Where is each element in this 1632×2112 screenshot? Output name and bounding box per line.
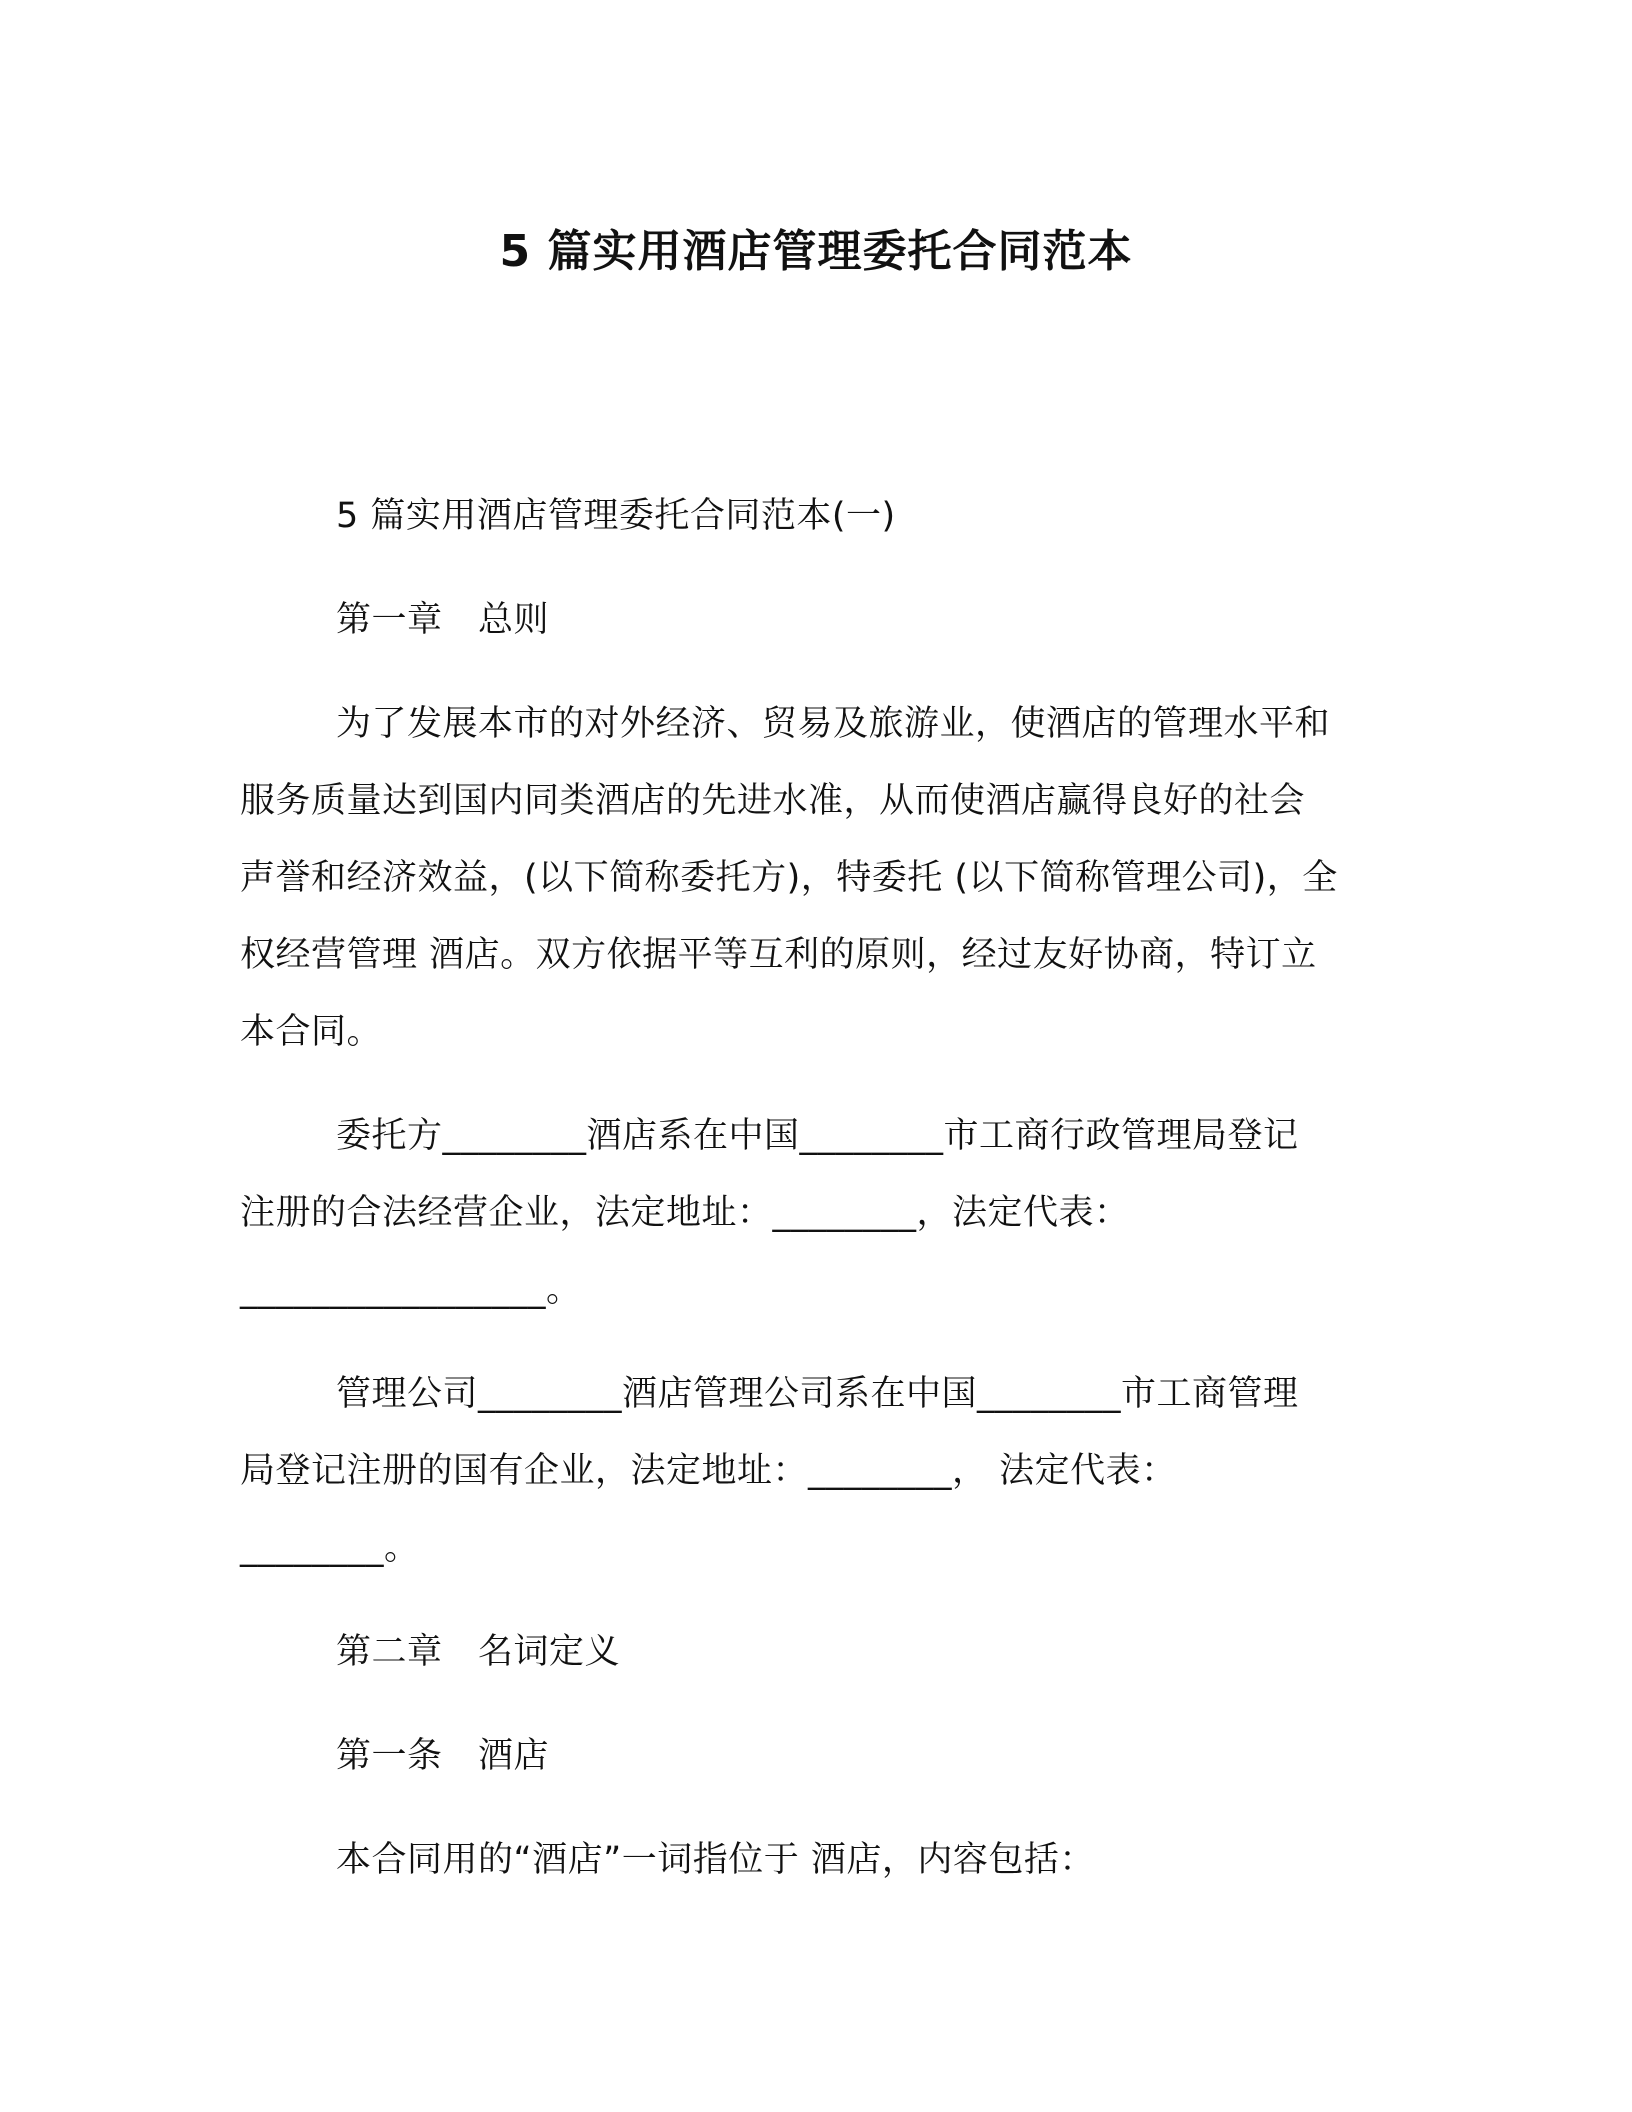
- document-subtitle: 5 篇实用酒店管理委托合同范本(一): [336, 496, 896, 536]
- paragraph-1-line: 权经营管理 酒店。双方依据平等互利的原则，经过友好协商，特订立: [240, 935, 1317, 975]
- article-heading-1: 第一条 酒店: [336, 1736, 550, 1776]
- paragraph-1-line: 声誉和经济效益，(以下简称委托方)，特委托 (以下简称管理公司)，全: [240, 858, 1338, 898]
- document-title: 5 篇实用酒店管理委托合同范本: [499, 226, 1133, 277]
- paragraph-2-line: 注册的合法经营企业，法定地址：________，法定代表：: [240, 1193, 1130, 1233]
- paragraph-2-line: 委托方________酒店系在中国________市工商行政管理局登记: [336, 1116, 1299, 1156]
- paragraph-1-line: 为了发展本市的对外经济、贸易及旅游业，使酒店的管理水平和: [336, 704, 1331, 744]
- paragraph-3-line: 管理公司________酒店管理公司系在中国________市工商管理: [336, 1374, 1299, 1414]
- paragraph-1-line: 服务质量达到国内同类酒店的先进水准，从而使酒店赢得良好的社会: [240, 781, 1306, 821]
- paragraph-4: 本合同用的“酒店”一词指位于 酒店，内容包括：: [336, 1840, 1095, 1880]
- chapter-heading-2: 第二章 名词定义: [336, 1632, 621, 1672]
- paragraph-2-line: _________________。: [240, 1270, 582, 1310]
- paragraph-3-line: ________。: [240, 1528, 420, 1568]
- chapter-heading-1: 第一章 总则: [336, 600, 550, 640]
- paragraph-1-line: 本合同。: [240, 1012, 383, 1052]
- document-body: [240, 478, 1390, 1899]
- paragraph-3-line: 局登记注册的国有企业，法定地址：________， 法定代表：: [240, 1451, 1177, 1491]
